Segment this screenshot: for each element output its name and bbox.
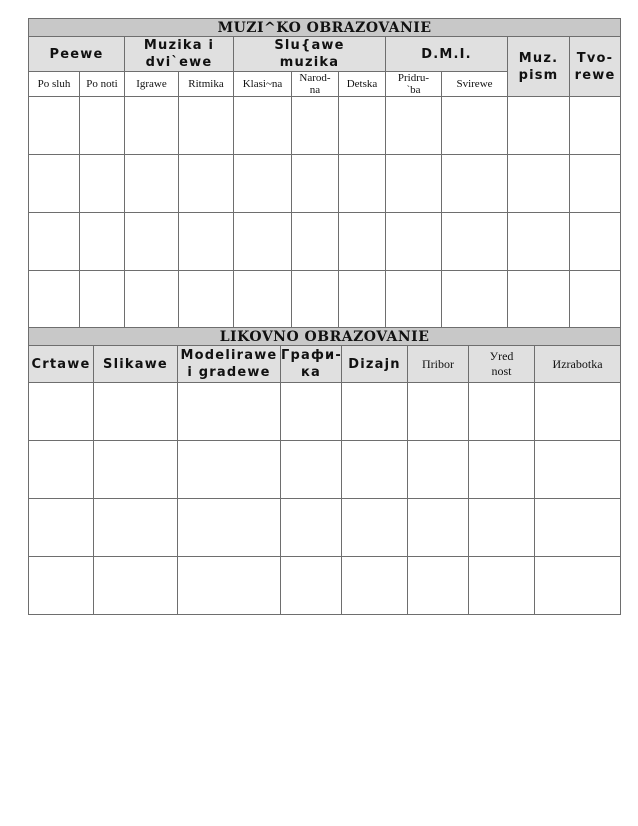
- table-cell[interactable]: [342, 499, 408, 557]
- table-cell[interactable]: [292, 155, 339, 213]
- table-cell[interactable]: [469, 499, 535, 557]
- table-cell[interactable]: [29, 499, 94, 557]
- table-cell[interactable]: [29, 155, 80, 213]
- subheader-po-noti: Po noti: [80, 72, 125, 97]
- table-row: [29, 499, 621, 557]
- table-cell[interactable]: [234, 213, 292, 271]
- table-row: [29, 271, 621, 329]
- header-dmi: D.M.I.: [386, 37, 508, 72]
- table-cell[interactable]: [535, 441, 621, 499]
- table-cell[interactable]: [469, 557, 535, 615]
- subheader-po-sluh: Po sluh: [29, 72, 80, 97]
- table-cell[interactable]: [570, 155, 621, 213]
- table-cell[interactable]: [80, 271, 125, 329]
- table-cell[interactable]: [29, 441, 94, 499]
- header-muz-pism: Muz. pism: [508, 37, 570, 97]
- subheader-pridruzba: Pridru- `ba: [386, 72, 442, 97]
- table-cell[interactable]: [281, 499, 342, 557]
- table-cell[interactable]: [442, 97, 508, 155]
- table-cell[interactable]: [339, 213, 386, 271]
- table-cell[interactable]: [94, 383, 178, 441]
- table-row: [29, 97, 621, 155]
- table-cell[interactable]: [178, 441, 281, 499]
- table-cell[interactable]: [342, 441, 408, 499]
- music-section-title: MUZI^KO OBRAZOVANIE: [29, 19, 621, 37]
- table-cell[interactable]: [29, 213, 80, 271]
- table-cell[interactable]: [442, 271, 508, 329]
- table-cell[interactable]: [125, 213, 179, 271]
- table-cell[interactable]: [178, 557, 281, 615]
- header-dizajn: Dizajn: [342, 346, 408, 383]
- table-cell[interactable]: [281, 557, 342, 615]
- table-cell[interactable]: [508, 271, 570, 329]
- table-cell[interactable]: [80, 155, 125, 213]
- subheader-narodna: Narod- na: [292, 72, 339, 97]
- table-cell[interactable]: [469, 383, 535, 441]
- table-cell[interactable]: [292, 97, 339, 155]
- table-cell[interactable]: [281, 441, 342, 499]
- header-peewe: Peewe: [29, 37, 125, 72]
- table-cell[interactable]: [281, 383, 342, 441]
- table-cell[interactable]: [179, 155, 234, 213]
- table-cell[interactable]: [570, 213, 621, 271]
- table-cell[interactable]: [508, 155, 570, 213]
- table-row: [29, 383, 621, 441]
- header-slusanje-muzika: Slu{awe muzika: [234, 37, 386, 72]
- header-izrabotka: Иzrabotka: [535, 346, 621, 383]
- header-crtawe: Crtawe: [29, 346, 94, 383]
- table-cell[interactable]: [179, 271, 234, 329]
- table-cell[interactable]: [234, 271, 292, 329]
- table-cell[interactable]: [94, 557, 178, 615]
- table-cell[interactable]: [535, 499, 621, 557]
- table-cell[interactable]: [125, 155, 179, 213]
- header-modelirawe: Modelirawe i gradewe: [178, 346, 281, 383]
- table-cell[interactable]: [29, 97, 80, 155]
- table-cell[interactable]: [179, 213, 234, 271]
- table-cell[interactable]: [469, 441, 535, 499]
- table-cell[interactable]: [29, 557, 94, 615]
- table-cell[interactable]: [94, 499, 178, 557]
- header-pribor: Пribor: [408, 346, 469, 383]
- header-slikawe: Slikawe: [94, 346, 178, 383]
- subheader-detska: Detska: [339, 72, 386, 97]
- table-cell[interactable]: [508, 213, 570, 271]
- table-cell[interactable]: [339, 155, 386, 213]
- table-cell[interactable]: [408, 557, 469, 615]
- table-cell[interactable]: [570, 97, 621, 155]
- table-cell[interactable]: [178, 499, 281, 557]
- table-row: [29, 213, 621, 271]
- table-cell[interactable]: [408, 383, 469, 441]
- table-cell[interactable]: [535, 383, 621, 441]
- table-cell[interactable]: [386, 271, 442, 329]
- table-cell[interactable]: [408, 499, 469, 557]
- table-cell[interactable]: [339, 97, 386, 155]
- header-urednost: Уred nost: [469, 346, 535, 383]
- table-cell[interactable]: [178, 383, 281, 441]
- table-cell[interactable]: [292, 271, 339, 329]
- table-cell[interactable]: [442, 213, 508, 271]
- table-cell[interactable]: [386, 97, 442, 155]
- table-cell[interactable]: [125, 271, 179, 329]
- header-tvorewe: Tvo- rewe: [570, 37, 621, 97]
- table-cell[interactable]: [80, 97, 125, 155]
- table-cell[interactable]: [80, 213, 125, 271]
- table-cell[interactable]: [508, 97, 570, 155]
- table-cell[interactable]: [234, 155, 292, 213]
- header-muzika-i-dvizenje: Muzika i dvi`ewe: [125, 37, 234, 72]
- art-education-table: [28, 327, 621, 615]
- header-grafika: Графи- ка: [281, 346, 342, 383]
- table-row: [29, 155, 621, 213]
- table-cell[interactable]: [29, 271, 80, 329]
- music-education-table: [28, 18, 621, 329]
- table-cell[interactable]: [442, 155, 508, 213]
- subheader-klasicna: Klasi~na: [234, 72, 292, 97]
- table-row: [29, 557, 621, 615]
- subheader-svirewe: Svirewe: [442, 72, 508, 97]
- table-cell[interactable]: [342, 557, 408, 615]
- table-cell[interactable]: [386, 213, 442, 271]
- table-cell[interactable]: [535, 557, 621, 615]
- subheader-igrawe: Igrawe: [125, 72, 179, 97]
- table-cell[interactable]: [94, 441, 178, 499]
- table-cell[interactable]: [408, 441, 469, 499]
- table-cell[interactable]: [339, 271, 386, 329]
- table-cell[interactable]: [29, 383, 94, 441]
- table-cell[interactable]: [570, 271, 621, 329]
- subheader-ritmika: Ritmika: [179, 72, 234, 97]
- table-cell[interactable]: [386, 155, 442, 213]
- table-cell[interactable]: [234, 97, 292, 155]
- table-cell[interactable]: [179, 97, 234, 155]
- table-cell[interactable]: [292, 213, 339, 271]
- table-cell[interactable]: [342, 383, 408, 441]
- table-cell[interactable]: [125, 97, 179, 155]
- table-row: [29, 441, 621, 499]
- art-section-title: LIKOVNO OBRAZOVANIE: [29, 328, 621, 346]
